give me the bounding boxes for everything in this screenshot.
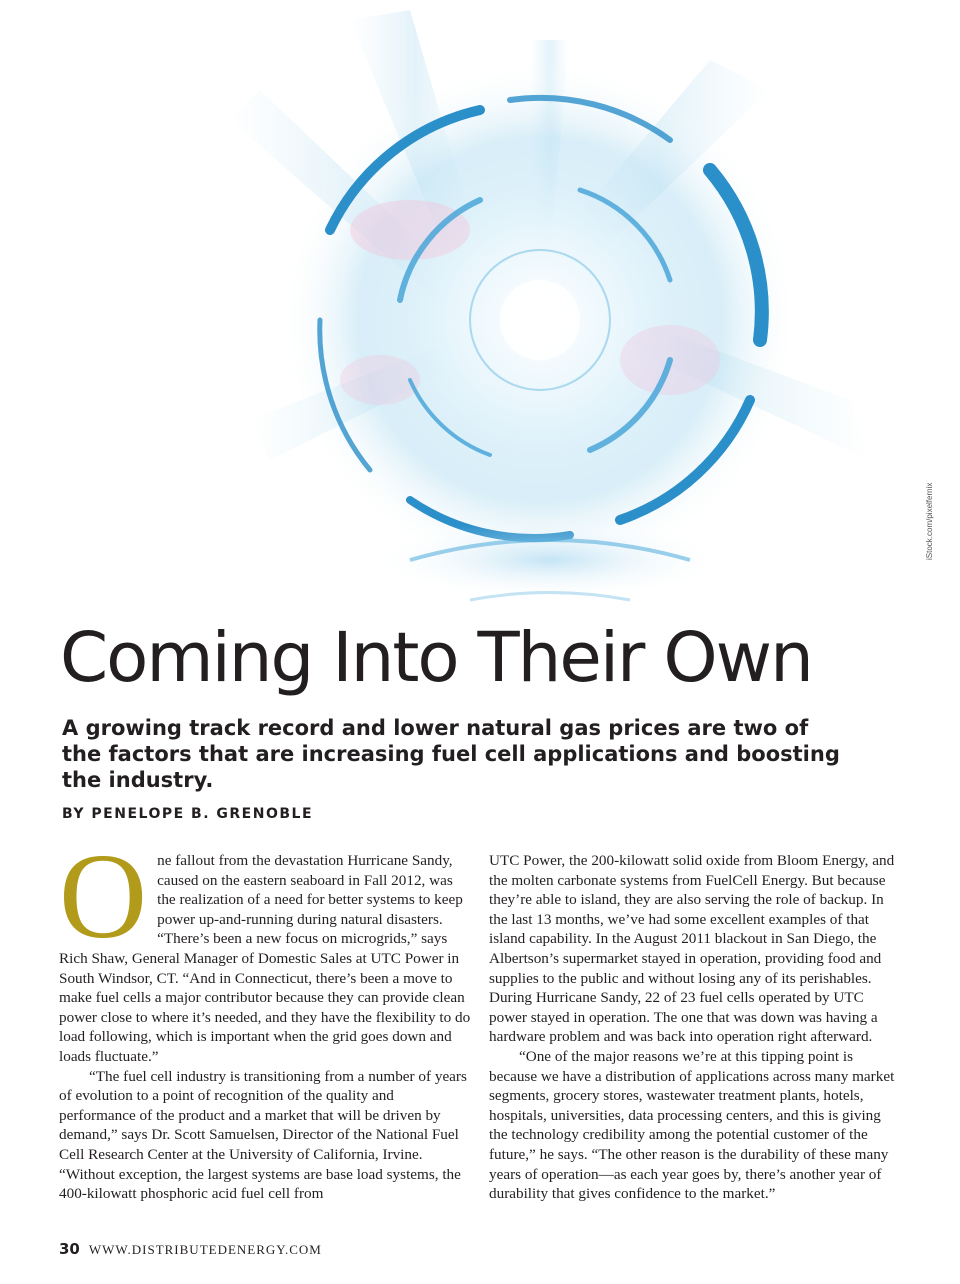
paragraph: ne fallout from the devastation Hurricane Sandy, caused on the eastern seaboard in Fall 2012, was the realization of a need for better systems to keep power up-and-running during natural disasters. “There’s been a new focus on microgrids,” says Rich Shaw, General Manager of Domestic Sales at UTC Power in South Windsor, CT. “And in Connecticut, there’s been a move to make fuel cells a major contributor because they can provide clean power close to where it’s needed, and they have the flexibility to do load following, which is important when the grid goes down and loads fluctuate.” xyxy=(59,852,471,1065)
body-column-right xyxy=(489,851,901,1204)
body-column-left xyxy=(59,829,471,1204)
paragraph: UTC Power, the 200-kilowatt solid oxide from Bloom Energy, and the molten carbonate systems from FuelCell Energy. But because they’re able to island, they are also serving the role of backup. In the last 13 months, we’ve had some excellent examples of that island capability. In the August 2011 blackout in San Diego, the Albertson’s supermarket stayed in operation, providing food and supplies to the public and without losing any of its perishables. During Hurricane Sandy, 22 of 23 fuel cells operated by UTC power stayed in operation. The one that was down was having a hardware problem and was back into operation right afterward. xyxy=(489,852,895,1046)
drop-cap: O xyxy=(59,829,148,964)
article-deck: A growing track record and lower natural gas prices are two of the factors that are increasing fuel cell applications and boosting the industry. xyxy=(62,716,840,792)
paragraph: “One of the major reasons we’re at this tipping point is because we have a distribution of applications across many market segments, grocery stores, wastewater treatment plants, hotels, hospitals, universities, data processing centers, and this is giving the technology credibility among the potential customer of the future,” he says. “The other reason is the durability of these many years of operation—as each year goes by, there’s another year of durability that gives confidence to the market.” xyxy=(489,1047,895,1203)
paragraph: “The fuel cell industry is transitioning from a number of years of evolution to a point of recognition of the quality and performance of the product and a market that will be driven by demand,” says Dr. Scott Samuelsen, Director of the National Fuel Cell Research Center at the University of California, Irvine. “Without exception, the largest systems are base load systems, the 400-kilowatt phosphoric acid fuel cell from xyxy=(59,1067,467,1203)
byline: BY PENELOPE B. GRENOBLE xyxy=(62,806,314,822)
hero-illustration xyxy=(150,0,890,640)
article-title: Coming Into Their Own xyxy=(60,618,812,698)
page-footer xyxy=(59,1240,322,1258)
website-link[interactable]: WWW.DISTRIBUTEDENERGY.COM xyxy=(88,1242,322,1257)
photo-credit: iStock.com/pixelfernix xyxy=(925,482,934,560)
page-number: 30 xyxy=(59,1240,80,1258)
